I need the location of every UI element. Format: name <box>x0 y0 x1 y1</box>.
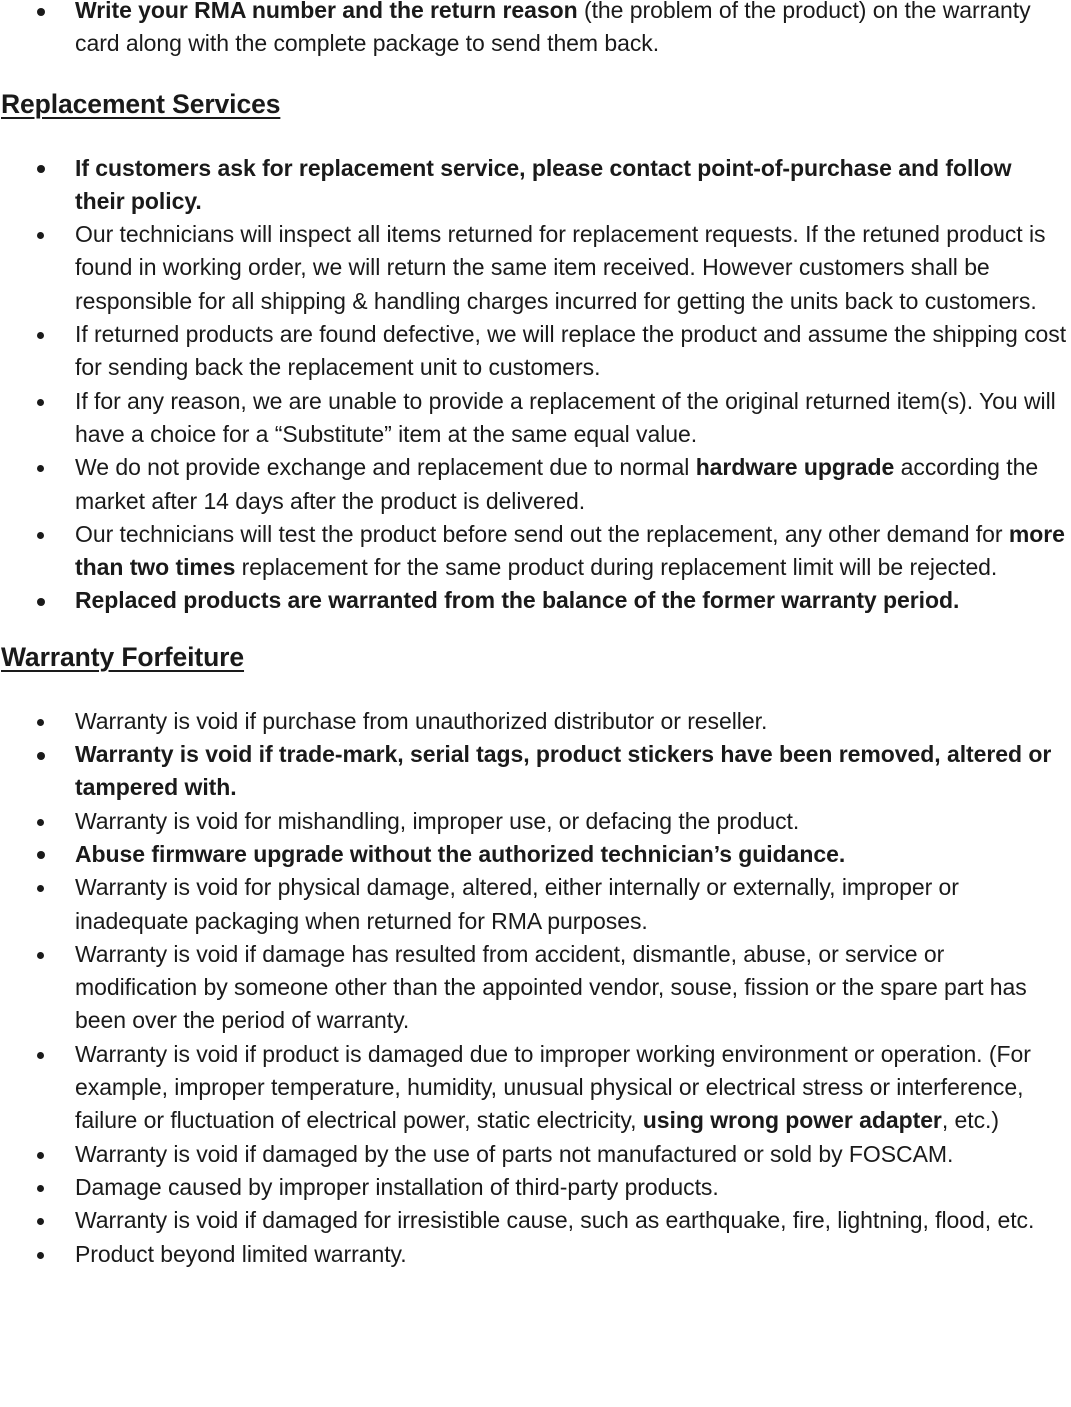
bold-text: If customers ask for replacement service, please contact point-of-purchase and follow their policy. <box>75 154 1012 214</box>
item-text: Our technicians will test the product before send out the replacement, any other demand for <box>75 520 1009 547</box>
bold-text: Write your RMA number and the return reason <box>75 0 578 23</box>
list-item <box>0 518 1071 585</box>
item-text: Warranty is void if damage has resulted from accident, dismantle, abuse, or service or modification by someone other than the appointed vendor, souse, fission or the spare part has been over the period of warranty. <box>75 940 1027 1034</box>
list-item <box>0 1038 1071 1138</box>
item-text: Warranty is void if purchase from unauthorized distributor or reseller. <box>75 707 768 734</box>
list-item <box>0 218 1071 318</box>
list-item <box>0 705 1071 738</box>
replacement-list <box>0 152 1071 618</box>
item-text: Warranty is void if product is damaged due to improper working environment or operation. (For example, improper temperature, humidity, unusual physical or electrical stress or interference, failure or fluctuation of electrical power, static electricity, <box>75 1040 1031 1134</box>
bold-text: Replaced products are warranted from the balance of the former warranty period. <box>75 587 960 614</box>
list-item <box>0 738 1071 805</box>
list-item <box>0 385 1071 452</box>
list-item <box>0 1238 1071 1271</box>
bold-text: Warranty is void if trade-mark, serial tags, product stickers have been removed, altered or tampered with. <box>75 741 1052 801</box>
item-text: (the problem of the product) on the warranty card along with the complete package to send them back. <box>75 0 1031 57</box>
forfeiture-list <box>0 705 1071 1271</box>
item-text: If returned products are found defective, we will replace the product and assume the shipping cost for sending back the replacement unit to customers. <box>75 321 1067 381</box>
item-text: Our technicians will inspect all items returned for replacement requests. If the retuned product is found in working order, we will return the same item received. However customers shall be responsible for all shipping & handling charges incurred for getting the units back to customers. <box>75 221 1046 314</box>
list-item <box>0 805 1071 838</box>
list-item <box>0 1171 1071 1204</box>
item-text: Warranty is void if damaged by the use of parts not manufactured or sold by FOSCAM. <box>75 1140 954 1167</box>
item-text: We do not provide exchange and replacement due to normal <box>75 454 696 481</box>
list-item <box>0 0 1071 61</box>
intro-list <box>0 0 1071 61</box>
list-item <box>0 451 1071 518</box>
item-text: Warranty is void if damaged for irresistible cause, such as earthquake, fire, lightning, flood, etc. <box>75 1207 1035 1234</box>
list-item <box>0 1138 1071 1171</box>
list-item <box>0 318 1071 385</box>
item-text: , etc.) <box>941 1107 1000 1134</box>
item-text: replacement for the same product during replacement limit will be rejected. <box>235 554 998 581</box>
section-heading-replacement-services: Replacement Services <box>1 88 281 119</box>
list-item <box>0 871 1071 938</box>
bold-text: hardware upgrade <box>695 454 895 481</box>
item-text: according the market after 14 days after the product is delivered. <box>75 454 1039 514</box>
list-item <box>0 1204 1071 1237</box>
item-text: Product beyond limited warranty. <box>75 1240 407 1267</box>
item-text: Warranty is void for physical damage, altered, either internally or externally, improper or inadequate packaging when returned for RMA purposes. <box>75 874 959 934</box>
list-item <box>0 938 1071 1038</box>
item-text: Warranty is void for mishandling, improper use, or defacing the product. <box>75 807 800 834</box>
bold-text: Abuse firmware upgrade without the authorized technician’s guidance. <box>75 840 846 867</box>
bold-text: more than two times <box>75 520 1065 581</box>
item-text: If for any reason, we are unable to provide a replacement of the original returned item(s). You will have a choice for a “Substitute” item at the same equal value. <box>75 387 1056 447</box>
section-heading-warranty-forfeiture: Warranty Forfeiture <box>1 641 245 672</box>
list-item <box>0 838 1071 871</box>
bold-text: using wrong power adapter <box>642 1107 942 1134</box>
list-item <box>0 584 1071 617</box>
item-text: Damage caused by improper installation of third-party products. <box>75 1173 719 1200</box>
list-item <box>0 152 1071 219</box>
